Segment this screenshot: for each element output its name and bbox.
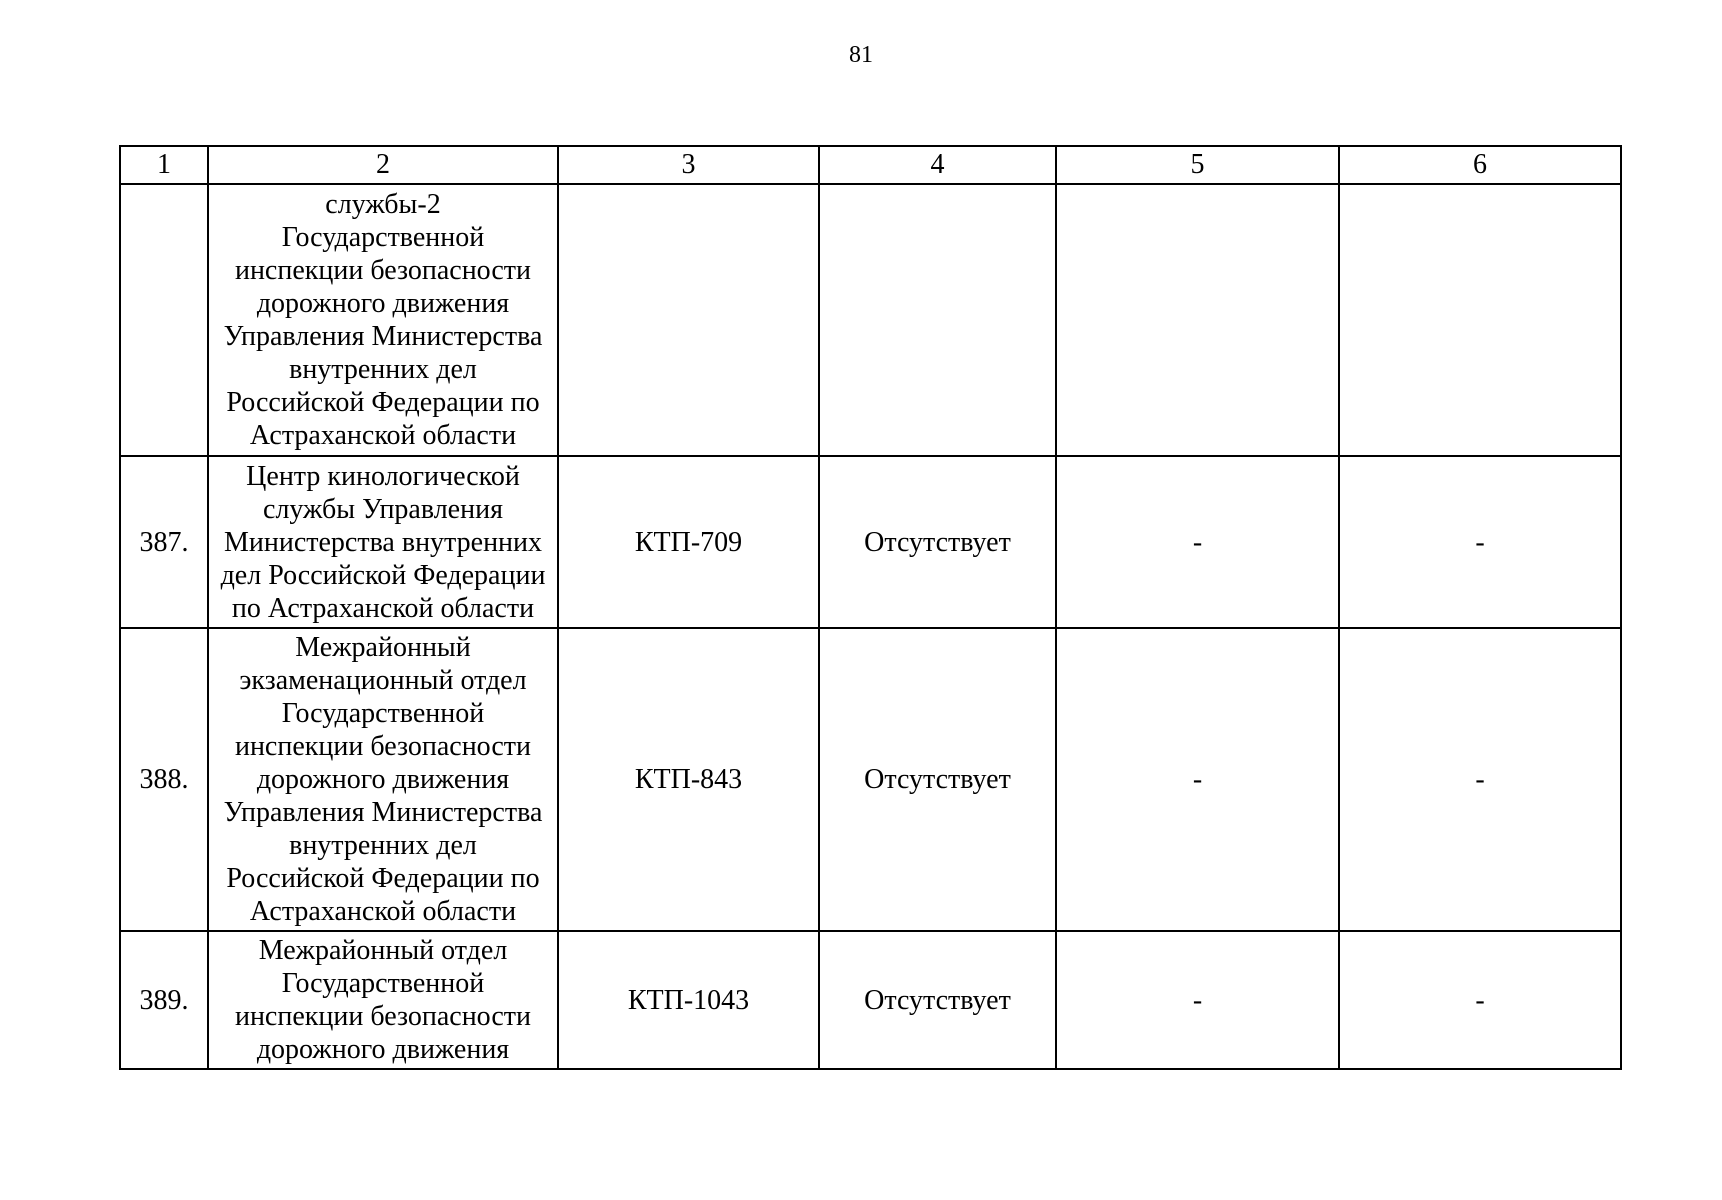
row-number-cell: 389.	[120, 931, 208, 1069]
column-header: 1	[120, 146, 208, 184]
row-number-cell: 388.	[120, 628, 208, 931]
column-6-cell: -	[1339, 931, 1621, 1069]
column-header: 2	[208, 146, 558, 184]
table-row	[120, 628, 1621, 931]
data-table	[119, 145, 1622, 1070]
substation-cell: КТП-1043	[558, 931, 819, 1069]
organization-name-cell: Центр кинологической службы Управления Министерства внутренних дел Российской Федерации по Астраханской области	[208, 456, 558, 628]
column-5-cell: -	[1056, 931, 1339, 1069]
status-cell: Отсутствует	[819, 931, 1056, 1069]
header-row	[120, 146, 1621, 184]
column-6-cell: -	[1339, 628, 1621, 931]
row-number-cell	[120, 184, 208, 456]
status-cell: Отсутствует	[819, 456, 1056, 628]
status-cell: Отсутствует	[819, 628, 1056, 931]
column-header: 5	[1056, 146, 1339, 184]
organization-name-cell: Межрайонный отдел Государственной инспекции безопасности дорожного движения	[208, 931, 558, 1069]
substation-cell: КТП-709	[558, 456, 819, 628]
column-5-cell: -	[1056, 628, 1339, 931]
status-cell	[819, 184, 1056, 456]
organization-name-cell: службы-2 Государственной инспекции безопасности дорожного движения Управления Министерства внутренних дел Российской Федерации по Астраханской области	[208, 184, 558, 456]
substation-cell	[558, 184, 819, 456]
table-row	[120, 931, 1621, 1069]
table-row	[120, 184, 1621, 456]
column-header: 4	[819, 146, 1056, 184]
column-header: 3	[558, 146, 819, 184]
organization-name-cell: Межрайонный экзаменационный отдел Государственной инспекции безопасности дорожного движения Управления Министерства внутренних дел Российской Федерации по Астраханской области	[208, 628, 558, 931]
column-6-cell: -	[1339, 456, 1621, 628]
column-5-cell	[1056, 184, 1339, 456]
substation-cell: КТП-843	[558, 628, 819, 931]
row-number-cell: 387.	[120, 456, 208, 628]
column-header: 6	[1339, 146, 1621, 184]
table-row	[120, 456, 1621, 628]
column-6-cell	[1339, 184, 1621, 456]
page-number: 81	[849, 42, 873, 68]
column-5-cell: -	[1056, 456, 1339, 628]
